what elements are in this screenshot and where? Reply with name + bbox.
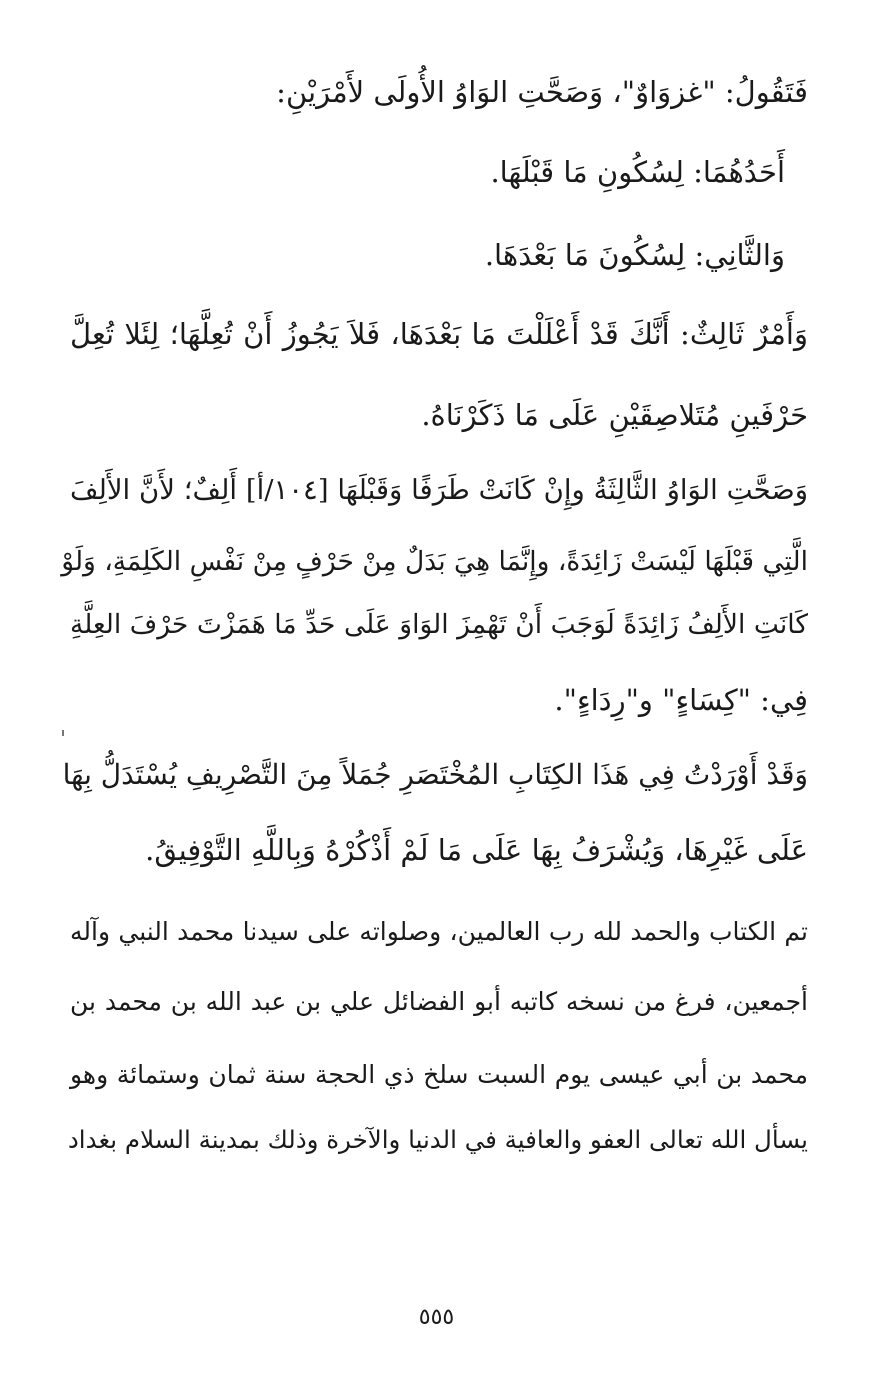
text-line-4: وَأَمْرٌ ثَالِثٌ: أَنَّكَ قَدْ أَعْلَلْتَ مَا بَعْدَهَا، فَلاَ يَجُوزُ أَنْ تُعِلَّهَا؛ لِئَلا تُعِلَّ — [70, 317, 808, 351]
text-line-2: أَحَدُهُمَا: لِسُكُونِ مَا قَبْلَهَا. — [490, 155, 785, 189]
colophon-line-4: يسأل الله تعالى العفو والعافية في الدنيا والآخرة وذلك بمدينة السلام بغداد — [67, 1125, 808, 1154]
page-number: ٥٥٥ — [418, 1305, 455, 1330]
text-line-6: وَصَحَّتِ الوَاوُ الثَّالِثَةُ وإِنْ كَانَتْ طَرَفًا وَقَبْلَهَا [١٠٤/أ] أَلِفٌ؛ لأَنَّ الأَلِفَ — [70, 474, 808, 506]
colophon-line-1: تم الكتاب والحمد لله رب العالمين، وصلواته على سيدنا محمد النبي وآله — [70, 917, 808, 946]
margin-mark — [62, 730, 64, 736]
colophon-line-3: محمد بن أبي عيسى يوم السبت سلخ ذي الحجة سنة ثمان وستمائة وهو — [70, 1060, 808, 1089]
text-line-10: وَقَدْ أَوْرَدْتُ فِي هَذَا الكِتَابِ المُخْتَصَرِ جُمَلاً مِنَ التَّصْرِيفِ يُسْتَدَلُّ بِهَا — [62, 758, 808, 791]
text-line-1: فَتَقُولُ: "غزوَاوٌ"، وَصَحَّتِ الوَاوُ الأُولَى لأَمْرَيْنِ: — [276, 75, 808, 109]
text-line-9: فِي: "كِسَاءٍ" و"رِدَاءٍ". — [554, 683, 808, 717]
colophon-line-2: أجمعين، فرغ من نسخه كاتبه أبو الفضائل علي بن عبد الله بن محمد بن — [70, 987, 808, 1016]
text-line-3: وَالثَّانِي: لِسُكُونَ مَا بَعْدَهَا. — [484, 238, 785, 272]
text-line-7: الَّتِي قَبْلَهَا لَيْسَتْ زَائِدَةً، وإِنَّمَا هِيَ بَدَلٌ مِنْ حَرْفٍ مِنْ نَفْسِ الكَلِمَةِ، وَلَوْ — [61, 546, 808, 577]
text-line-8: كَانَتِ الأَلِفُ زَائِدَةً لَوَجَبَ أَنْ تَهْمِزَ الوَاوَ عَلَى حَدِّ مَا هَمَزْتَ حَرْفَ العِلَّةِ — [70, 609, 808, 640]
text-line-5: حَرْفَينِ مُتَلاصِقَيْنِ عَلَى مَا ذَكَرْنَاهُ. — [421, 398, 808, 432]
text-line-11: عَلَى غَيْرِهَا، وَيُشْرَفُ بِهَا عَلَى مَا لَمْ أَذْكُرْهُ وَبِاللَّهِ التَّوْفِيقُ. — [145, 833, 808, 867]
